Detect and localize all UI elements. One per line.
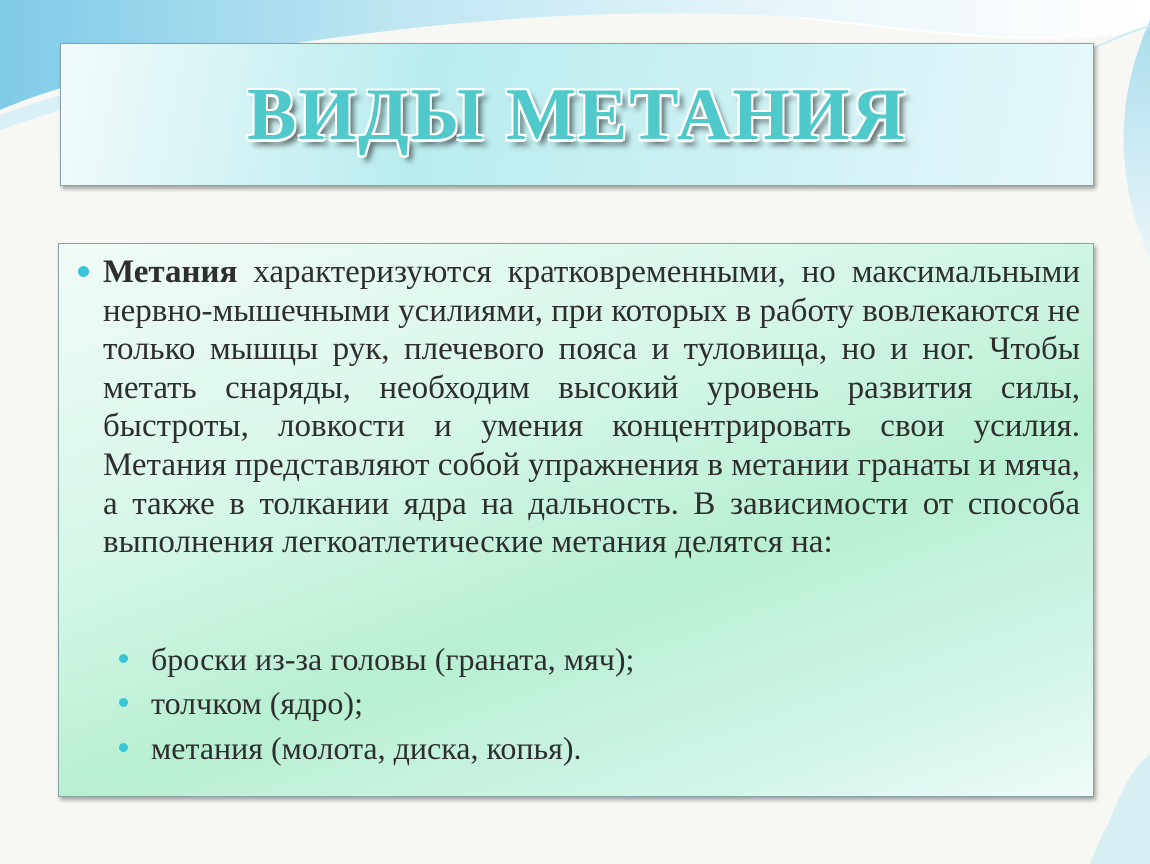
slide-title: ВИДЫ МЕТАНИЯ [247,74,907,156]
body-paragraph [103,253,1080,562]
sub-item-push: толчком (ядро); [151,685,363,721]
title-box [60,43,1094,186]
sub-item-throws: броски из-за головы (граната, мяч); [151,641,635,677]
body-lead-term: Метания [103,254,238,290]
sub-item-hammer-discus-javelin: метания (молота, диска, копья). [151,730,582,766]
sub-bullet-icon [119,698,128,707]
sub-bullet-icon [119,743,128,752]
body-text: характеризуются кратковременными, но максимальными нервно-мышечными усилиями, при которых в работу вовлекаются не только мышцы рук, плечевого пояса и туловища, но и ног. Чтобы метать снаряды, необходим высокий уровень развития силы, быстроты, ловкости и умения концентрировать свои усилия. Метания представляют собой упражнения в метании гранаты и мяча, а также в толкании ядра на дальность. В зависимости от способа выполнения легкоатлетические метания делятся на: [103,254,1080,561]
sub-bullet-icon [119,654,128,663]
main-bullet-icon [78,266,89,277]
